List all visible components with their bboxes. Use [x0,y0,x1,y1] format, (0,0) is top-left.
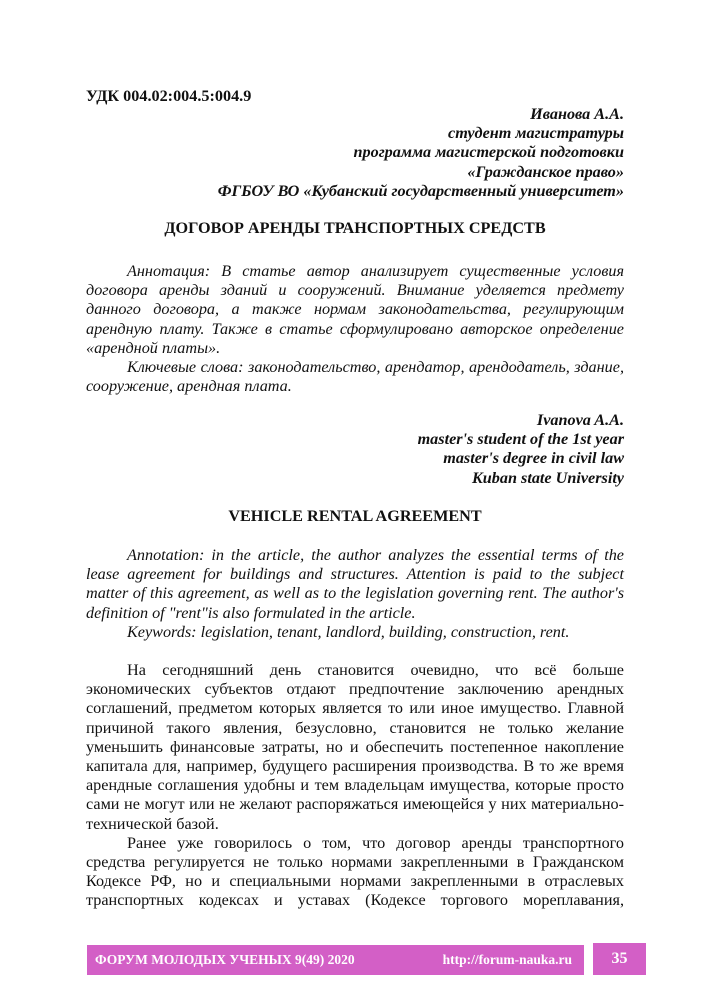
author-university-en: Kuban state University [472,468,624,487]
body-paragraph: На сегодняшний день становится очевидно, что всё больше экономических субъектов отдают предпочтение заключению арендных соглашений, предметом которых является то или иное имущество. Главной причиной такого явления, безусловно, становится не только желание уменьшить финансовые затраты, но и обеспечить постепенное накопление капитала для, например, будущего расширения производства. В то же время арендные соглашения удобны и тем владельцам имущества, которые просто сами не могут или не желают распоряжаться имеющейся у них материально-технической базой. [86,661,624,833]
journal-name: ФОРУМ МОЛОДЫХ УЧЕНЫХ 9(49) 2020 [95,952,355,967]
body-paragraph: Ранее уже говорилось о том, что договор аренды транспортного средства регулируется не только нормами закрепленными в Гражданском Кодексе РФ, но и специальными нормами закрепленными в отраслевых транспортных кодексах и уставах (Кодексе торгового мореплавания, [86,833,624,910]
body-text [86,661,624,911]
udk-code: УДК 004.02:004.5:004.9 [86,87,252,105]
abstract-en [86,546,624,642]
author-university-ru: ФГБОУ ВО «Кубанский государственный университет» [217,181,624,200]
author-block-ru [86,105,624,201]
page-number: 35 [593,943,646,975]
annotation-en: Annotation: in the article, the author analyzes the essential terms of the lease agreement for buildings and structures. Attention is paid to the subject matter of this agreement, as well as to the legislation governing rent. The author's definition of "rent"is also formulated in the article. [86,546,624,622]
author-program-en: master's degree in civil law [443,449,624,468]
annotation-ru: Аннотация: В статье автор анализирует существенные условия договора аренды зданий и сооружений. Внимание уделяется предмету данного договора, а также нормам законодательства, регулирующим арендную плату. Также в статье сформулировано авторское определение «арендной платы». [86,262,624,357]
author-program-ru: программа магистерской подготовки [353,143,624,162]
journal-url[interactable]: http://forum-nauka.ru [442,952,572,967]
abstract-ru [86,262,624,396]
author-status-ru: студент магистратуры [448,124,624,143]
author-block-en [86,411,624,488]
keywords-en: Keywords: legislation, tenant, landlord, building, construction, rent. [127,622,570,641]
article-title-ru: ДОГОВОР АРЕНДЫ ТРАНСПОРТНЫХ СРЕДСТВ [164,219,546,237]
footer-bar [87,945,584,975]
author-name-en: Ivanova A.A. [536,411,624,429]
keywords-ru: Ключевые слова: законодательство, арендатор, арендодатель, здание, сооружение, арендная плата. [86,358,624,396]
author-status-en: master's student of the 1st year [417,430,624,449]
author-name-ru: Иванова А.А. [530,105,624,123]
article-title-en: VEHICLE RENTAL AGREEMENT [228,507,482,525]
author-program-name-ru: «Гражданское право» [467,162,624,181]
